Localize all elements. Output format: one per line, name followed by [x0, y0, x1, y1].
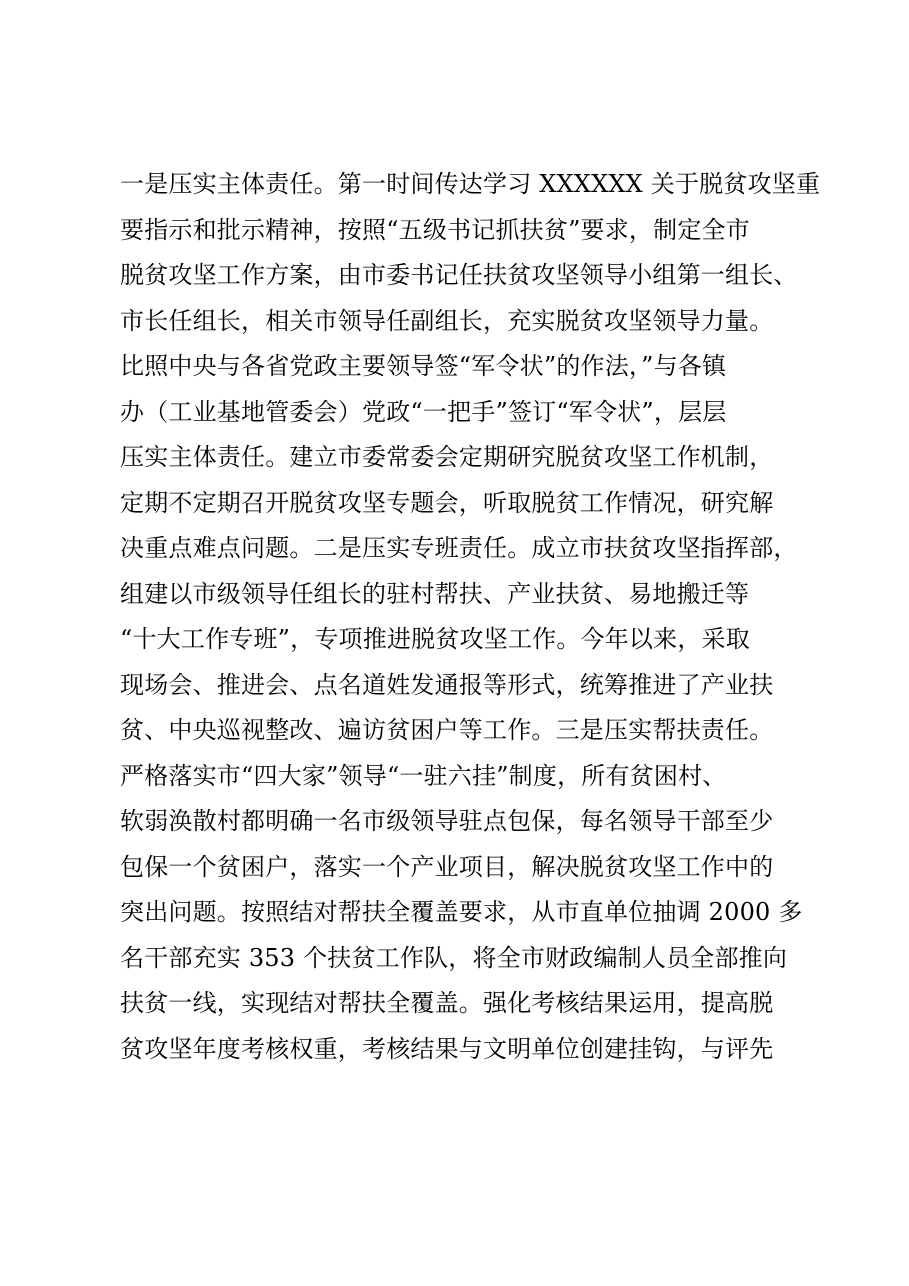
- text-line: 市长任组长，相关市领导任副组长，充实脱贫攻坚领导力量。: [120, 306, 774, 335]
- text-line: 决重点难点问题。二是压实专班责任。成立市扶贫攻坚指挥部，: [120, 534, 798, 562]
- text-line: 定期不定期召开脱贫攻坚专题会，听取脱贫工作情况，研究解: [120, 488, 774, 517]
- text-line: 办（工业基地管委会）党政“一把手”签订“军令状”，层层: [120, 397, 727, 426]
- text-line: 贫攻坚年度考核权重，考核结果与文明单位创建挂钩，与评先: [120, 1034, 774, 1063]
- text-line: 现场会、推进会、点名道姓发通报等形式，统筹推进了产业扶: [120, 670, 774, 699]
- text-line: 扶贫一线，实现结对帮扶全覆盖。强化考核结果运用，提高脱: [120, 989, 774, 1017]
- text-line: “十大工作专班”，专项推进脱贫攻坚工作。今年以来，采取: [120, 625, 750, 653]
- text-line: 包保一个贫困户，落实一个产业项目，解决脱贫攻坚工作中的: [120, 852, 774, 881]
- text-line: 贫、中央巡视整改、遍访贫困户等工作。三是压实帮扶责任。: [120, 716, 774, 744]
- text-line: 要指示和批示精神，按照“五级书记抓扶贫”要求，制定全市: [120, 215, 750, 244]
- text-line: 脱贫攻坚工作方案，由市委书记任扶贫攻坚领导小组第一组长、: [120, 261, 798, 289]
- text-line: 突出问题。按照结对帮扶全覆盖要求，从市直单位抽调 2000 多: [120, 898, 803, 926]
- text-line: 严格落实市“四大家”领导“一驻六挂”制度，所有贫困村、: [120, 761, 727, 790]
- text-line: 一是压实主体责任。第一时间传达学习 XXXXXX 关于脱贫攻坚重: [120, 170, 821, 198]
- text-line: 压实主体责任。建立市委常委会定期研究脱贫攻坚工作机制，: [120, 443, 774, 471]
- text-line: 比照中央与各省党政主要领导签“军令状”的作法，”与各镇: [120, 352, 727, 380]
- body-paragraph: [120, 162, 820, 1072]
- text-line: 名干部充实 353 个扶贫工作队，将全市财政编制人员全部推向: [120, 943, 788, 972]
- text-line: 组建以市级领导任组长的驻村帮扶、产业扶贫、易地搬迁等: [120, 579, 750, 608]
- text-line: 软弱涣散村都明确一名市级领导驻点包保，每名领导干部至少: [120, 807, 774, 835]
